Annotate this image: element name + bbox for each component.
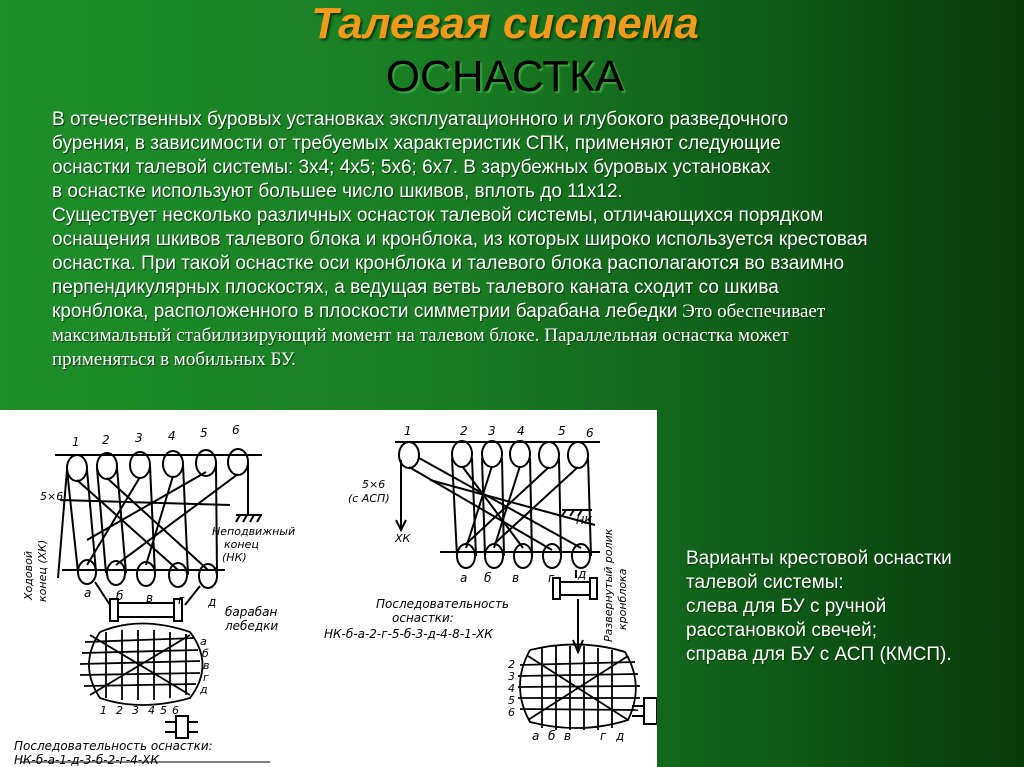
fixed-end-label: (НК): [222, 551, 247, 564]
paragraph-line: бурения, в зависимости от требуемых характеристик СПК, применяют следующие: [52, 133, 781, 154]
left-grid-letter: д: [200, 683, 208, 696]
left-rig-label: 5×6: [40, 490, 64, 503]
left-grid-number: 5: [160, 704, 167, 717]
right-grid-letter: в: [564, 729, 572, 743]
rigging-diagram: [0, 410, 657, 767]
drum-label: лебедки: [225, 619, 279, 633]
roller-label: Развернутый ролик: [602, 528, 615, 642]
left-labels: [14, 423, 295, 767]
left-crown-number: 3: [135, 431, 143, 445]
left-grid-letter: в: [203, 659, 210, 672]
left-block-letter: г: [178, 593, 185, 607]
left-block-letter: а: [84, 586, 92, 600]
right-crown-number: 5: [558, 424, 566, 438]
drum-label: барабан: [225, 605, 278, 619]
paragraph-serif-line: максимальный стабилизирующий момент на талевом блоке. Параллельная оснастка может: [52, 325, 789, 346]
paragraph-line: оснащения шкивов талевого блока и кронблока, из которых широко используется крестовая: [52, 229, 868, 250]
roller-label: кронблока: [616, 568, 629, 630]
right-crown-sheave: [452, 441, 472, 467]
right-crown-sheave: [482, 441, 502, 467]
slide-subtitle: ОСНАСТКА: [385, 52, 625, 101]
right-block-letter: д: [578, 567, 587, 581]
right-block-sheave: [543, 544, 561, 568]
right-crown-number: 6: [586, 426, 594, 440]
left-crown-number: 5: [200, 426, 208, 440]
left-block-letter: в: [146, 591, 154, 605]
left-grid-number: 4: [148, 704, 155, 717]
left-crown-number: 1: [72, 435, 80, 449]
left-block-letter: б: [116, 589, 124, 603]
left-block-sheave: [199, 564, 217, 588]
paragraph-mixed-serif: Это обеспечивает: [677, 301, 826, 322]
paragraph-line-mixed: [52, 300, 1002, 324]
right-grid: [518, 644, 640, 730]
right-block-letter: в: [512, 571, 520, 585]
left-grid-letter: г: [203, 671, 209, 684]
left-block-sheave: [169, 563, 187, 587]
caption-line: слева для БУ с ручной: [686, 596, 887, 617]
paragraph-line: оснастки талевой системы: 3х4; 4х5; 5х6; 6х7. В зарубежных буровых установках: [52, 157, 771, 178]
left-sequence-title: Последовательность оснастки:: [14, 739, 213, 753]
paragraph-line: оснастка. При такой оснастке оси кронблока и талевого блока располагаются во взаимно: [52, 253, 845, 274]
right-block-letter: б: [484, 571, 492, 585]
paragraph-line: в оснастке используют большее число шкивов, вплоть до 11х12.: [52, 181, 623, 202]
left-sequence: НК-б-а-1-д-3-б-2-г-4-ХК: [14, 753, 159, 767]
left-crown-sheave: [228, 449, 248, 475]
left-grid-letter: б: [202, 647, 209, 660]
caption-line: Варианты крестовой оснастки: [686, 548, 952, 569]
paragraph-mixed-sans: кронблока, расположенного в плоскости симметрии барабана лебедки: [52, 301, 678, 322]
fixed-end-label: Неподвижный: [212, 525, 296, 538]
left-crown-sheave: [67, 455, 87, 481]
right-grid-number: 5: [508, 694, 515, 707]
right-sequence: НК-б-а-2-г-5-б-3-д-4-8-1-ХК: [324, 627, 493, 641]
caption-line: расстановкой свечей;: [686, 620, 878, 641]
right-xk-label: ХК: [395, 532, 411, 545]
left-grid-number: 6: [172, 704, 179, 717]
left-grid-number: 1: [100, 704, 107, 717]
diagram-caption: [686, 547, 1016, 667]
paragraph-line: В отечественных буровых установках эксплуатационного и глубокого разведочного: [52, 109, 789, 130]
right-crown-number: 4: [517, 424, 525, 438]
running-end-label: Ходовой: [22, 551, 35, 600]
left-grid-letter: а: [200, 635, 207, 648]
left-grid: [80, 624, 203, 706]
left-grid-number: 3: [132, 704, 139, 717]
right-crown-number: 2: [460, 424, 468, 438]
right-block-letter: а: [460, 571, 468, 585]
right-grid-letter: д: [616, 729, 625, 743]
right-grid-letter: а: [532, 729, 540, 743]
left-crown-number: 6: [232, 423, 240, 437]
body-paragraph: [52, 108, 1002, 372]
right-grid-letter: г: [600, 729, 607, 743]
left-block-sheave: [137, 562, 155, 586]
right-crown-number: 3: [488, 424, 496, 438]
right-rig-label: (с АСП): [348, 492, 390, 505]
right-grid-number: 4: [508, 682, 515, 695]
running-end-label: конец (ХК): [36, 539, 49, 602]
left-crown-number: 2: [102, 433, 110, 447]
right-crown-sheave: [568, 442, 588, 468]
slide-title: Талевая система: [311, 0, 699, 48]
right-sequence-title: оснастки:: [392, 611, 454, 625]
right-block-letter: г: [548, 571, 555, 585]
fixed-end-label: конец: [224, 538, 259, 551]
left-grid-number: 2: [116, 704, 123, 717]
paragraph-serif-line: применяться в мобильных БУ.: [52, 349, 296, 370]
right-grid-number: 6: [508, 706, 515, 719]
left-crown-number: 4: [168, 429, 176, 443]
rigging-diagram-svg: [0, 410, 657, 767]
right-sequence-title: Последовательность: [376, 597, 510, 611]
right-grid-number: 2: [508, 658, 515, 671]
right-grid-number: 3: [508, 670, 515, 683]
right-crown-sheave: [510, 441, 530, 467]
right-crown-number: 1: [404, 424, 412, 438]
paragraph-line: Существует несколько различных оснасток талевой системы, отличающихся порядком: [52, 205, 824, 226]
caption-line: справа для БУ с АСП (КМСП).: [686, 644, 952, 665]
right-nk-label: НК: [576, 514, 593, 527]
right-grid-letter: б: [548, 729, 556, 743]
left-block-letter: д: [208, 595, 217, 609]
paragraph-line: перпендикулярных плоскостях, а ведущая ветвь талевого каната сходит со шкива: [52, 277, 779, 298]
right-crown-sheave: [539, 442, 559, 468]
right-rig-label: 5×6: [362, 478, 386, 491]
left-crown-sheave: [97, 453, 117, 479]
caption-line: талевой системы:: [686, 572, 844, 593]
